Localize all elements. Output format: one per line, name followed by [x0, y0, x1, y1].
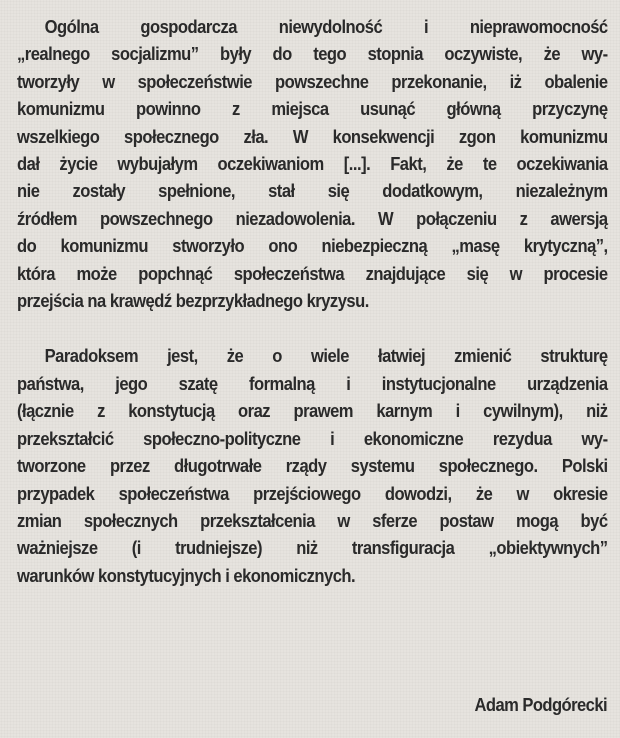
- word: dodatkowym,: [382, 181, 483, 202]
- text-line: warunków konstytucyjnych i ekonomicznych.: [17, 565, 356, 586]
- text-line: [17, 261, 608, 288]
- word: ważniejsze: [17, 538, 98, 559]
- word: miejsca: [271, 99, 329, 120]
- word: przyczynę: [532, 99, 608, 120]
- word: rezydua: [492, 428, 552, 449]
- word: „obiektywnych”: [488, 538, 608, 559]
- word: (łącznie: [17, 401, 74, 422]
- word: i: [423, 17, 429, 37]
- word: konsekwencji: [332, 126, 435, 147]
- word: wszelkiego: [17, 126, 100, 147]
- word: społeczno-polityczne: [143, 428, 301, 449]
- word: zostały: [72, 181, 126, 202]
- word: wybujałym: [117, 154, 198, 175]
- word: oczekiwania: [516, 154, 608, 175]
- word: Ogólna: [44, 17, 99, 37]
- word: i: [346, 373, 351, 394]
- word: postaw: [439, 510, 494, 531]
- word: znajdujące: [365, 263, 446, 284]
- word: komunizmu: [60, 236, 148, 257]
- word: niż: [296, 538, 318, 559]
- quote-paragraph-2: [17, 343, 608, 590]
- word: się: [327, 181, 350, 202]
- word: Fakt,: [390, 154, 427, 175]
- word: że: [543, 44, 561, 65]
- text-line: [17, 124, 608, 151]
- word: były: [220, 44, 252, 65]
- word: okresie: [553, 483, 608, 504]
- word: łatwiej: [377, 346, 426, 367]
- word: tworzyły: [17, 71, 80, 92]
- text-line: [17, 481, 608, 508]
- word: W: [377, 208, 394, 229]
- word: stopnia: [367, 44, 423, 65]
- word: prawem: [293, 401, 354, 422]
- word: dał: [17, 154, 40, 175]
- word: społecznych: [83, 510, 178, 531]
- word: powinno: [135, 99, 201, 120]
- word: ekonomiczne: [363, 428, 464, 449]
- word: państwa,: [17, 373, 84, 394]
- word: spełnione,: [158, 181, 236, 202]
- word: połączeniu: [416, 208, 497, 229]
- text-line: przejścia na krawędź bezprzykładnego kryzysu.: [17, 291, 369, 312]
- word: procesie: [543, 263, 608, 284]
- text-line: [17, 41, 608, 68]
- word: w: [102, 71, 115, 92]
- text-line: [17, 206, 608, 233]
- word: w: [337, 510, 350, 531]
- word: „realnego: [17, 44, 90, 65]
- word: formalną: [248, 373, 315, 394]
- word: niezadowolenia.: [235, 208, 355, 229]
- word: i: [455, 401, 460, 422]
- word: cywilnym),: [483, 401, 563, 422]
- text-line: [17, 508, 608, 535]
- word: Polski: [561, 456, 608, 477]
- word: usunąć: [360, 99, 416, 120]
- word: rządy: [285, 456, 327, 477]
- word: jest,: [167, 346, 198, 367]
- word: długotrwałe: [174, 456, 262, 477]
- word: z: [232, 99, 240, 120]
- word: główną: [446, 99, 501, 120]
- word: te: [482, 154, 497, 175]
- word: komunizmu: [17, 99, 105, 120]
- word: z: [519, 208, 528, 229]
- word: instytucjonalne: [381, 373, 496, 394]
- word: wy-: [581, 428, 608, 449]
- word: że: [475, 483, 493, 504]
- word: mogą: [515, 510, 559, 531]
- word: o: [272, 346, 282, 367]
- word: z: [97, 401, 105, 422]
- word: społecznego: [124, 126, 219, 147]
- word: przypadek: [17, 483, 95, 504]
- word: Paradoksem: [44, 346, 139, 367]
- word: oczekiwaniom: [217, 154, 324, 175]
- word: karnym: [376, 401, 433, 422]
- text-line: [17, 453, 608, 480]
- word: zmienić: [454, 346, 512, 367]
- word: do: [272, 44, 292, 65]
- word: przekształcić: [17, 428, 114, 449]
- word: niebezpieczną: [321, 236, 428, 257]
- word: zła.: [243, 126, 269, 147]
- word: konstytucją: [128, 401, 215, 422]
- word: społecznego.: [438, 456, 538, 477]
- word: „masę: [451, 236, 500, 257]
- word: niezależnym: [515, 181, 608, 202]
- word: (i: [131, 538, 141, 559]
- word: w: [516, 483, 529, 504]
- word: że: [446, 154, 463, 175]
- word: dowodzi,: [384, 483, 452, 504]
- word: komunizmu: [520, 126, 608, 147]
- text-line: [17, 535, 608, 562]
- word: się: [466, 263, 489, 284]
- word: popchnąć: [138, 263, 213, 284]
- word: wy-: [581, 44, 608, 65]
- word: do: [17, 236, 37, 257]
- text-line: [17, 96, 608, 123]
- text-line: [17, 69, 608, 96]
- word: stworzyło: [172, 236, 245, 257]
- word: iż: [509, 71, 522, 92]
- word: stał: [268, 181, 295, 202]
- word: obalenie: [544, 71, 608, 92]
- text-line: [17, 398, 608, 425]
- word: być: [580, 510, 608, 531]
- word: tworzone: [17, 456, 86, 477]
- word: socjalizmu”: [111, 44, 199, 65]
- word: W: [292, 126, 308, 147]
- quote-paragraph-1: [17, 14, 608, 315]
- word: życie: [59, 154, 98, 175]
- word: transfiguracja: [351, 538, 455, 559]
- word: powszechne: [275, 71, 369, 92]
- word: urządzenia: [527, 373, 608, 394]
- word: tego: [313, 44, 347, 65]
- word: jego: [115, 373, 148, 394]
- word: oraz: [238, 401, 271, 422]
- word: społeczeństwa: [233, 263, 345, 284]
- word: wiele: [310, 346, 349, 367]
- word: zmian: [17, 510, 62, 531]
- word: przekonanie,: [391, 71, 487, 92]
- word: sferze: [372, 510, 418, 531]
- word: przez: [109, 456, 150, 477]
- word: może: [76, 263, 117, 284]
- word: która: [17, 263, 55, 284]
- text-line: [17, 233, 608, 260]
- word: oczywiste,: [444, 44, 523, 65]
- word: ono: [268, 236, 298, 257]
- word: strukturę: [540, 346, 608, 367]
- text-line: [17, 14, 608, 41]
- word: w: [509, 263, 523, 284]
- word: społeczeństwa: [118, 483, 229, 504]
- word: źródłem: [17, 208, 77, 229]
- word: niewydolność: [278, 17, 383, 37]
- word: systemu: [350, 456, 415, 477]
- text-line: [17, 151, 608, 178]
- word: zgon: [458, 126, 496, 147]
- word: społeczeństwie: [137, 71, 253, 92]
- text-line: [17, 371, 608, 398]
- word: gospodarcza: [140, 17, 237, 37]
- word: nie: [17, 181, 40, 202]
- word: powszechnego: [99, 208, 213, 229]
- word: awersją: [550, 208, 608, 229]
- text-line: [17, 343, 608, 370]
- word: i: [330, 428, 335, 449]
- word: krytyczną”,: [523, 236, 608, 257]
- word: przejściowego: [253, 483, 361, 504]
- word: niż: [586, 401, 608, 422]
- word: trudniejsze): [175, 538, 262, 559]
- text-line: [17, 426, 608, 453]
- text-line: [17, 178, 608, 205]
- word: [...].: [343, 154, 371, 175]
- word: szatę: [178, 373, 218, 394]
- word: że: [226, 346, 244, 367]
- word: nieprawomocność: [469, 17, 608, 37]
- author-signature: Adam Podgórecki: [474, 695, 607, 715]
- word: przekształcenia: [200, 510, 315, 531]
